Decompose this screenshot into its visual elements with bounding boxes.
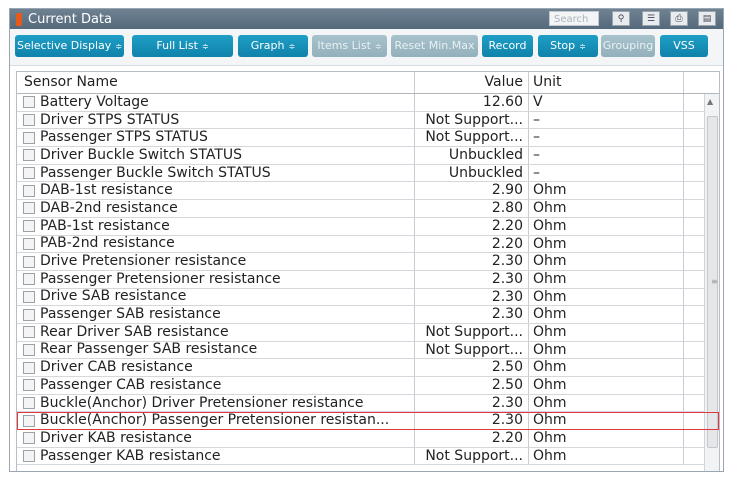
- sensor-name-cell: [17, 448, 415, 465]
- table-row[interactable]: [17, 377, 719, 395]
- grip-icon: ≡: [711, 277, 718, 286]
- sensor-name: Buckle(Anchor) Driver Pretensioner resistance: [40, 394, 364, 411]
- sensor-value: Unbuckled: [415, 147, 529, 164]
- sensor-value: Unbuckled: [415, 165, 529, 182]
- sensor-name: Passenger SAB resistance: [40, 306, 221, 323]
- sensor-value: 2.30: [415, 289, 529, 306]
- table-row[interactable]: [17, 165, 719, 183]
- table-row[interactable]: [17, 306, 719, 324]
- table-row[interactable]: [17, 147, 719, 165]
- search-input[interactable]: Search: [549, 11, 599, 26]
- table-row[interactable]: [17, 253, 719, 271]
- button-label: Record: [488, 39, 527, 52]
- sensor-name-cell: [17, 236, 415, 253]
- dropdown-arrow-icon: ≑: [579, 42, 586, 51]
- button-label: Reset Min.Max: [394, 39, 475, 52]
- sensor-name-cell: [17, 112, 415, 129]
- header-value[interactable]: Value: [415, 72, 529, 93]
- table-row[interactable]: [17, 412, 719, 430]
- row-checkbox[interactable]: [23, 432, 35, 444]
- toolbar-button-stop[interactable]: [538, 35, 598, 57]
- sensor-name-cell: [17, 359, 415, 376]
- table-row[interactable]: [17, 200, 719, 218]
- sensor-unit: V: [529, 94, 684, 111]
- row-checkbox[interactable]: [23, 379, 35, 391]
- sensor-name-cell: [17, 412, 415, 429]
- sensor-value: 2.20: [415, 218, 529, 235]
- table-body: [17, 94, 719, 465]
- table-row[interactable]: [17, 112, 719, 130]
- row-checkbox[interactable]: [23, 397, 35, 409]
- toolbar-button-record[interactable]: [482, 35, 533, 57]
- row-checkbox[interactable]: [23, 291, 35, 303]
- sensor-name-cell: [17, 324, 415, 341]
- sensor-name: Rear Passenger SAB resistance: [40, 341, 258, 358]
- button-label: Items List: [317, 39, 371, 52]
- toolbar-button-items-list[interactable]: [312, 35, 387, 57]
- sensor-name: Drive SAB resistance: [40, 288, 187, 305]
- sensor-value: Not Support...: [415, 448, 529, 465]
- sensor-name: Battery Voltage: [40, 94, 149, 110]
- row-checkbox[interactable]: [23, 238, 35, 250]
- row-checkbox[interactable]: [23, 114, 35, 126]
- table-row[interactable]: [17, 289, 719, 307]
- sensor-name-cell: [17, 129, 415, 146]
- search-magnifier-icon[interactable]: ⚲: [612, 11, 630, 26]
- sensor-unit: Ohm: [529, 200, 684, 217]
- sensor-name-cell: [17, 342, 415, 359]
- button-label: VSS: [673, 39, 695, 52]
- sensor-name-cell: [17, 147, 415, 164]
- sensor-name-cell: [17, 182, 415, 199]
- button-label: Selective Display: [16, 39, 112, 52]
- dropdown-arrow-icon: ≑: [288, 42, 296, 51]
- row-checkbox[interactable]: [23, 450, 35, 462]
- sensor-name-cell: [17, 289, 415, 306]
- print-icon[interactable]: ⎙: [670, 11, 688, 26]
- sensor-value: Not Support...: [415, 129, 529, 146]
- sensor-unit: Ohm: [529, 324, 684, 341]
- sensor-unit: –: [529, 112, 684, 129]
- row-checkbox[interactable]: [23, 132, 35, 144]
- header-unit[interactable]: Unit: [529, 72, 684, 93]
- sensor-unit: –: [529, 129, 684, 146]
- button-label: Grouping: [602, 39, 654, 52]
- sensor-name: Driver CAB resistance: [40, 359, 193, 376]
- sensor-unit: Ohm: [529, 377, 684, 394]
- sensor-value: 2.20: [415, 236, 529, 253]
- sensor-name: Drive Pretensioner resistance: [40, 253, 247, 270]
- table-row[interactable]: [17, 430, 719, 448]
- sensor-name: Passenger KAB resistance: [40, 447, 221, 464]
- table-row[interactable]: [17, 324, 719, 342]
- table-row[interactable]: [17, 448, 719, 466]
- table-row[interactable]: [17, 271, 719, 289]
- table-header: [17, 72, 719, 94]
- sensor-name-cell: [17, 395, 415, 412]
- scrollbar-thumb[interactable]: [707, 116, 718, 448]
- table-row[interactable]: [17, 395, 719, 413]
- sensor-value: 2.30: [415, 412, 529, 429]
- sensor-unit: Ohm: [529, 412, 684, 429]
- toolbar-button-graph[interactable]: [238, 35, 308, 57]
- sensor-name: PAB-2nd resistance: [40, 235, 175, 252]
- sensor-name: Buckle(Anchor) Passenger Pretensioner resistan...: [40, 412, 390, 429]
- sensor-name-cell: [17, 430, 415, 447]
- sensor-unit: –: [529, 147, 684, 164]
- row-checkbox[interactable]: [23, 202, 35, 214]
- window-icon: [16, 13, 22, 26]
- sensor-name: Passenger Buckle Switch STATUS: [40, 164, 271, 181]
- window-title: Current Data: [28, 11, 112, 27]
- sensor-name: PAB-1st resistance: [40, 217, 170, 234]
- sensor-unit: Ohm: [529, 289, 684, 306]
- dropdown-arrow-icon: ≑: [201, 42, 209, 51]
- sensor-name: DAB-2nd resistance: [40, 200, 178, 216]
- table-row[interactable]: [17, 129, 719, 147]
- row-checkbox[interactable]: [23, 309, 35, 321]
- table-row[interactable]: [17, 182, 719, 200]
- sensor-name: DAB-1st resistance: [40, 182, 173, 199]
- sensor-name: Rear Driver SAB resistance: [40, 323, 229, 340]
- current-data-window: [9, 8, 724, 472]
- sensor-name-cell: [17, 94, 415, 111]
- sensor-value: 2.50: [415, 359, 529, 376]
- dropdown-arrow-icon: ≑: [115, 42, 122, 51]
- sensor-unit: Ohm: [529, 271, 684, 288]
- sensor-name-cell: [17, 165, 415, 182]
- row-checkbox[interactable]: [23, 344, 35, 356]
- sensor-name: Driver KAB resistance: [40, 430, 192, 446]
- dropdown-arrow-icon: ≑: [374, 42, 382, 51]
- toolbar-button-selective-display[interactable]: [15, 35, 124, 57]
- sensor-name-cell: [17, 200, 415, 217]
- sensor-value: 2.20: [415, 430, 529, 447]
- table-row[interactable]: [17, 218, 719, 236]
- row-checkbox[interactable]: [23, 362, 35, 374]
- toolbar-button-grouping[interactable]: [601, 35, 655, 57]
- sensor-name: Passenger CAB resistance: [40, 377, 222, 393]
- sensor-value: 2.30: [415, 395, 529, 412]
- sensor-unit: Ohm: [529, 430, 684, 447]
- sensor-name: Passenger STPS STATUS: [40, 129, 208, 146]
- row-checkbox[interactable]: [23, 96, 35, 108]
- sensor-value: 2.30: [415, 306, 529, 323]
- sensor-name: Driver STPS STATUS: [40, 111, 180, 128]
- sensor-value: 2.30: [415, 271, 529, 288]
- toolbar-button-full-list[interactable]: [132, 35, 233, 57]
- sensor-name-cell: [17, 253, 415, 270]
- sensor-name: Passenger Pretensioner resistance: [40, 270, 281, 287]
- row-checkbox[interactable]: [23, 149, 35, 161]
- toolbar-button-reset-min-max[interactable]: [391, 35, 478, 57]
- button-label: Graph: [250, 39, 285, 52]
- toolbar: [10, 29, 723, 66]
- sensor-unit: Ohm: [529, 182, 684, 199]
- sensor-value: 2.80: [415, 200, 529, 217]
- sensor-name-cell: [17, 271, 415, 288]
- scroll-up-icon[interactable]: ▲: [707, 97, 714, 106]
- sensor-unit: –: [529, 165, 684, 182]
- sensor-unit: Ohm: [529, 359, 684, 376]
- sensor-value: Not Support...: [415, 324, 529, 341]
- sensor-name: Driver Buckle Switch STATUS: [40, 147, 243, 163]
- sensor-value: 2.30: [415, 253, 529, 270]
- sensor-unit: Ohm: [529, 218, 684, 235]
- sensor-unit: Ohm: [529, 236, 684, 253]
- sensor-value: Not Support...: [415, 342, 529, 359]
- sensor-unit: Ohm: [529, 306, 684, 323]
- toolbar-button-vss[interactable]: [660, 35, 708, 57]
- list-view-icon[interactable]: ☰: [642, 11, 660, 26]
- sensor-data-table: [16, 71, 720, 472]
- sensor-value: Not Support...: [415, 112, 529, 129]
- row-checkbox[interactable]: [23, 220, 35, 232]
- row-checkbox[interactable]: [23, 415, 35, 427]
- menu-icon[interactable]: ▤: [698, 11, 716, 26]
- table-row[interactable]: [17, 94, 719, 112]
- sensor-value: 12.60: [415, 94, 529, 111]
- button-label: Stop: [550, 39, 576, 52]
- button-label: Full List: [156, 39, 198, 52]
- title-bar: [10, 9, 723, 29]
- sensor-value: 2.50: [415, 377, 529, 394]
- sensor-unit: Ohm: [529, 448, 684, 465]
- sensor-name-cell: [17, 306, 415, 323]
- row-checkbox[interactable]: [23, 167, 35, 179]
- sensor-unit: Ohm: [529, 395, 684, 412]
- sensor-name-cell: [17, 377, 415, 394]
- table-row[interactable]: [17, 236, 719, 254]
- sensor-unit: Ohm: [529, 342, 684, 359]
- table-row[interactable]: [17, 359, 719, 377]
- table-row[interactable]: [17, 342, 719, 360]
- row-checkbox[interactable]: [23, 273, 35, 285]
- row-checkbox[interactable]: [23, 185, 35, 197]
- sensor-name-cell: [17, 218, 415, 235]
- sensor-unit: Ohm: [529, 253, 684, 270]
- row-checkbox[interactable]: [23, 256, 35, 268]
- header-sensor-name[interactable]: Sensor Name: [17, 72, 415, 93]
- row-checkbox[interactable]: [23, 326, 35, 338]
- sensor-value: 2.90: [415, 182, 529, 199]
